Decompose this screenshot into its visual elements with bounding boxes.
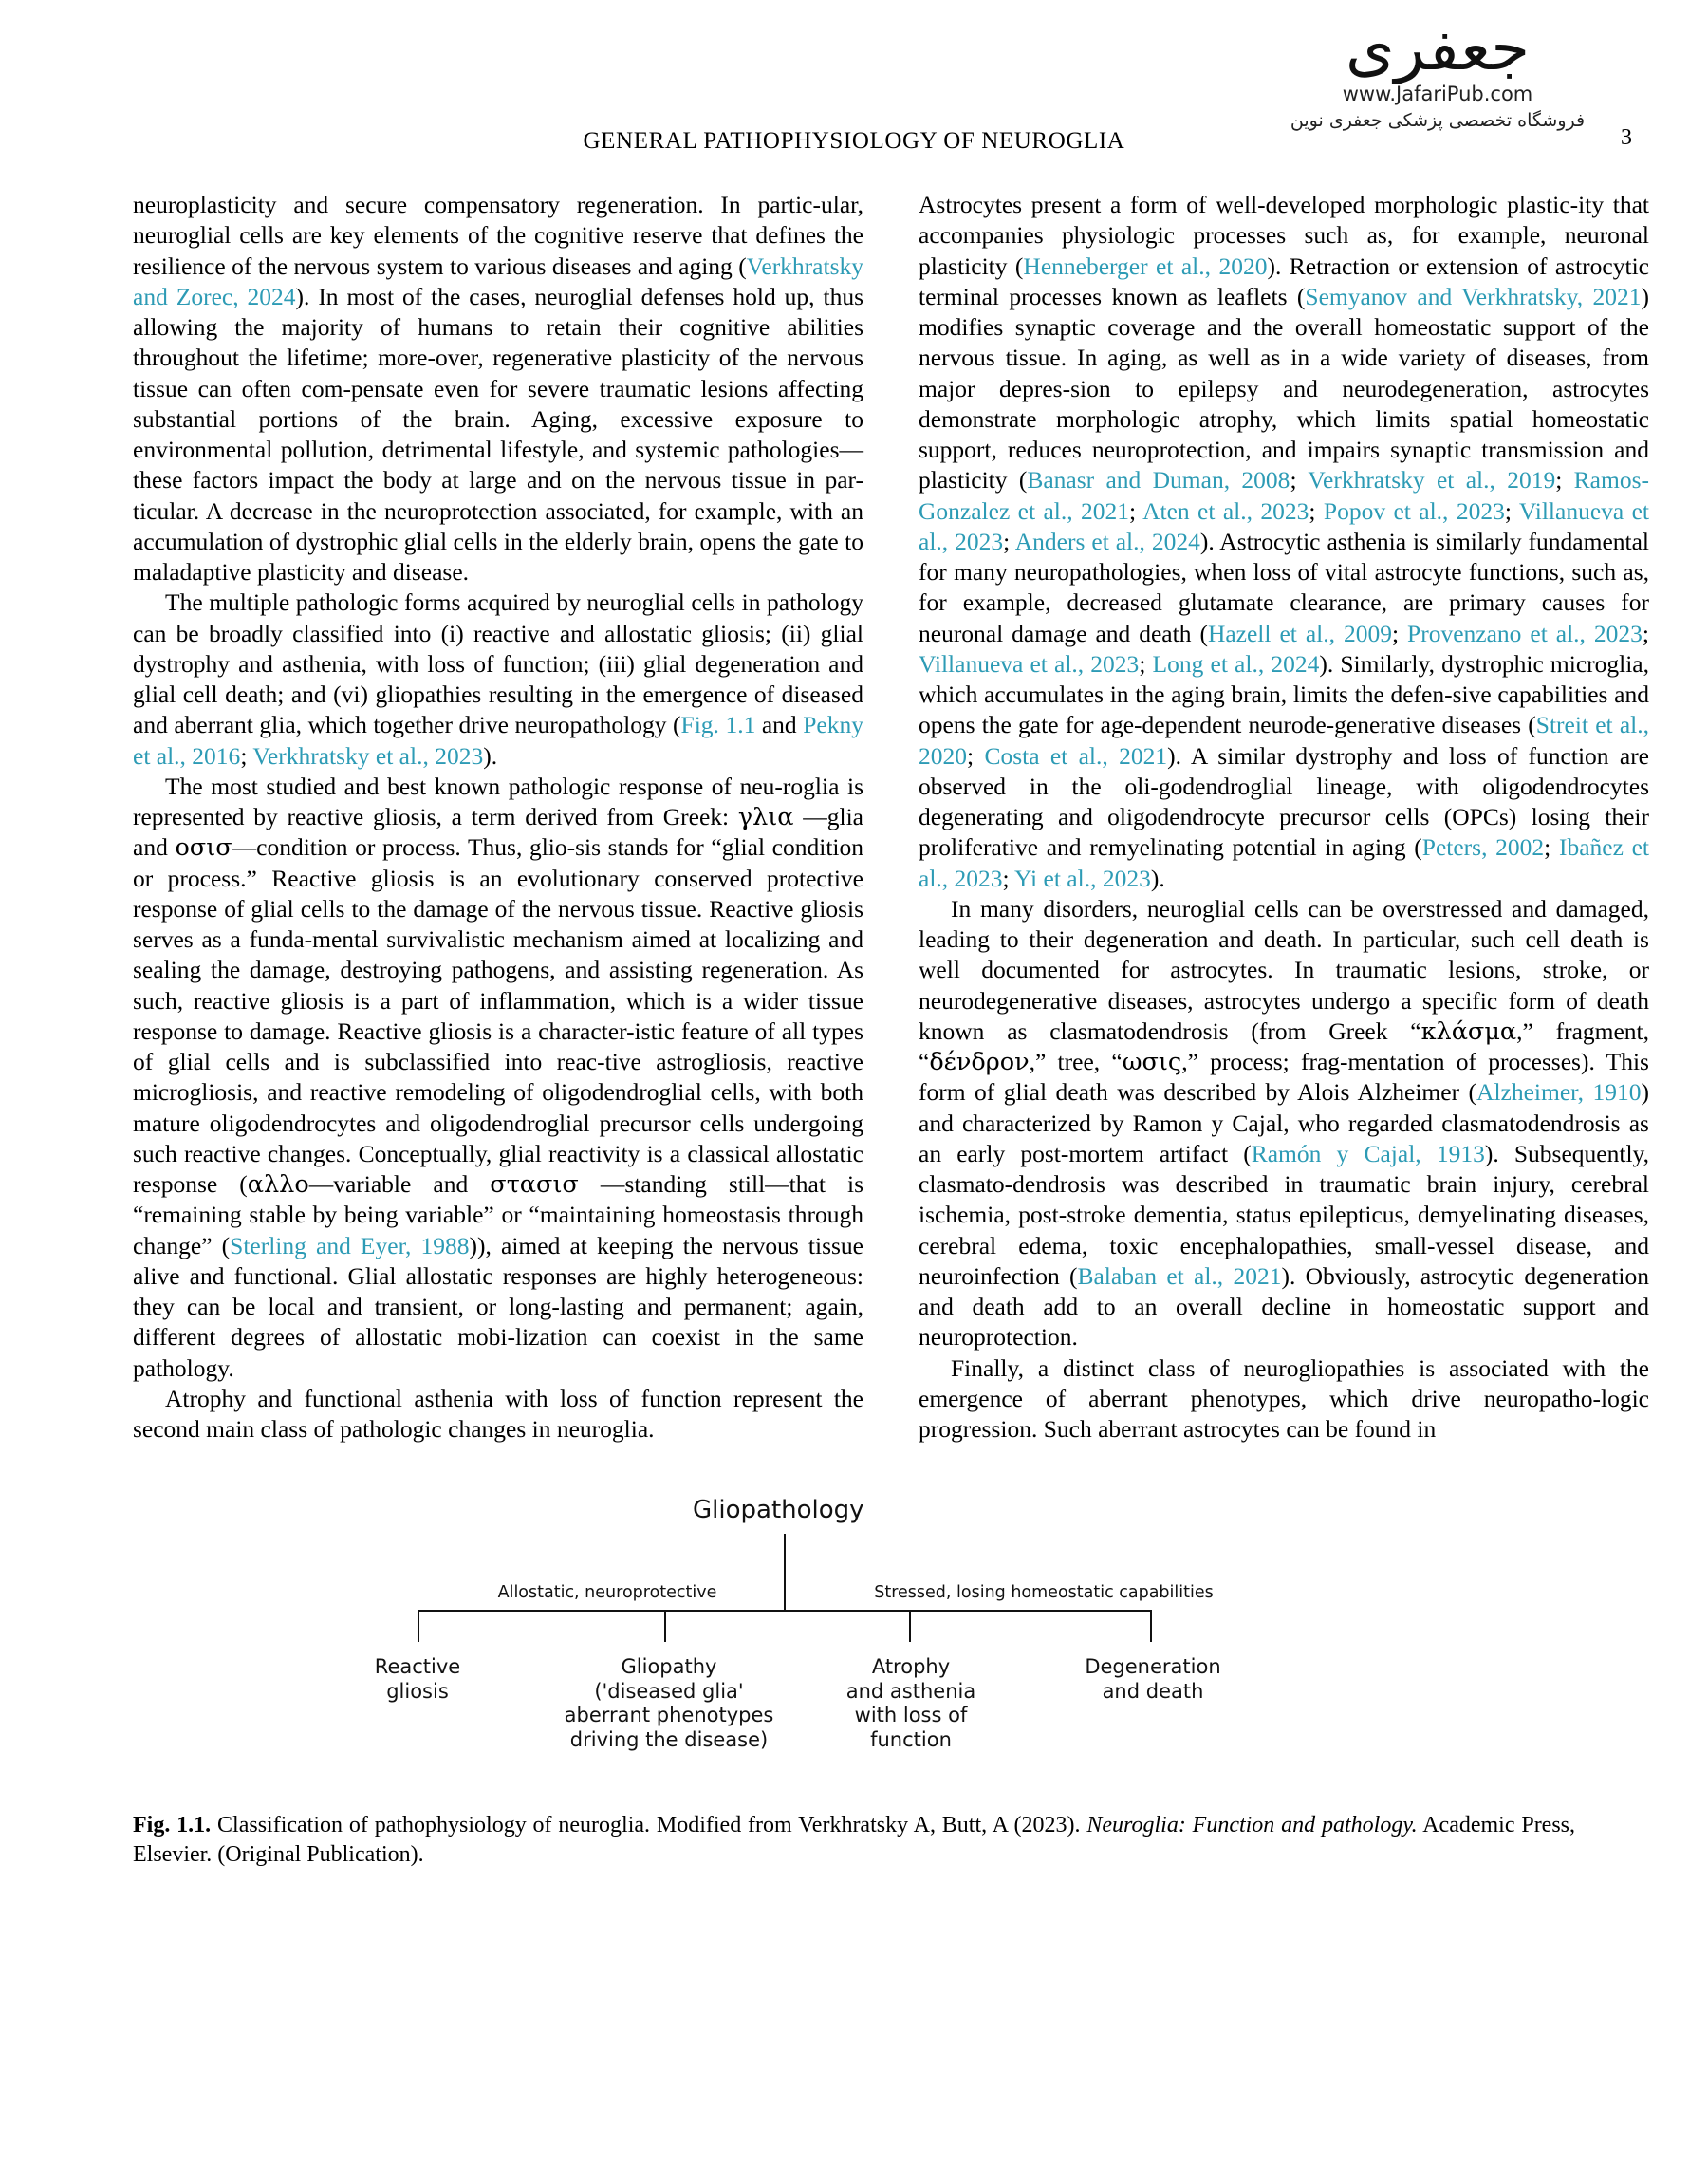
page-number: 3 (1621, 125, 1632, 150)
figure-1-1 (0, 1488, 1708, 1773)
text-run: ; (1391, 619, 1408, 647)
text-run: ; (1290, 466, 1309, 494)
leaf-gliopathy (541, 1655, 797, 1752)
leaf-atrophy (807, 1655, 1015, 1752)
text-run: and (755, 711, 804, 739)
figure-caption-text-1: Classification of pathophysiology of neuroglia. Modified from Verkhratsky A, Butt, A (2023). (211, 1813, 1087, 1838)
citation-link[interactable]: Ramón y Cajal, 1913 (1251, 1139, 1485, 1167)
citation-link[interactable]: Banasr and Duman, 2008 (1027, 466, 1290, 494)
text-run: neuroplasticity and secure compensatory regeneration. In partic-ular, neuroglial cells are key elements of the cognitive reserve that defines the resilience of the nervous system to various diseases and aging ( (133, 191, 863, 280)
citation-link[interactable]: Alzheimer, 1910 (1476, 1078, 1642, 1107)
diagram-drop-2 (664, 1610, 666, 1642)
diagram-main-bar (418, 1610, 1150, 1612)
leaf-line: Reactive (374, 1655, 461, 1679)
leaf-line: ('diseased glia' (594, 1679, 744, 1703)
greek-term: γλια (737, 803, 794, 831)
citation-link[interactable]: Streit et al., 2020 (919, 711, 1649, 770)
text-run: ; (1003, 527, 1015, 555)
paragraph (133, 587, 863, 772)
citation-link[interactable]: Ibañez et al., 2023 (919, 833, 1649, 892)
greek-term: κλάσμα (1420, 1016, 1517, 1046)
watermark-logo-icon: جعفری (1345, 11, 1531, 84)
figure-caption (133, 1811, 1575, 1870)
page-header (0, 0, 1708, 190)
diagram-drop-3 (909, 1610, 911, 1642)
citation-link[interactable]: Semyanov and Verkhratsky, 2021 (1305, 282, 1642, 310)
paragraph (133, 772, 863, 1384)
text-run: ). A similar dystrophy and loss of function are observed in the oli-godendroglial lineage, with oligodendrocytes degenerating and oligodendrocyte precursor cells (OPCs) losing their proliferative and remyelinating potential in aging ( (919, 741, 1649, 862)
text-run: ,” fragment, “ (919, 1016, 1650, 1075)
text-run: ). Retraction or extension of astrocytic terminal processes known as leaflets ( (919, 252, 1649, 310)
running-head: GENERAL PATHOPHYSIOLOGY OF NEUROGLIA (583, 128, 1125, 154)
text-run: Atrophy and functional asthenia with loss of function represent the second main class of pathologic changes in neuroglia. (133, 1384, 863, 1443)
citation-link[interactable]: Popov et al., 2023 (1323, 496, 1505, 525)
text-run: ; (1139, 649, 1153, 678)
greek-term: δένδρον (929, 1048, 1030, 1076)
leaf-line: gliosis (386, 1679, 449, 1703)
leaf-line: driving the disease) (569, 1728, 769, 1752)
diagram-drop-1 (418, 1610, 419, 1642)
watermark-site-url: www.JafariPub.com (1342, 83, 1533, 105)
text-run: ). (483, 741, 498, 770)
text-run: )), aimed at keeping the nervous tissue alive and functional. Glial allostatic responses are highly heterogeneous: they can be local and transient, or long-lasting and permanent; again, different degrees of allostatic mobi-lization can coexist in the same pathology. (133, 1231, 863, 1382)
paragraph (919, 894, 1649, 1353)
greek-term: ωσις (1122, 1048, 1182, 1076)
figure-caption-booktitle: Neuroglia: Function and pathology. (1086, 1813, 1418, 1838)
branch-label-right: Stressed, losing homeostatic capabilities (874, 1583, 1214, 1603)
citation-link[interactable]: Villanueva et al., 2023 (919, 496, 1649, 555)
text-run: ). Subsequently, clasmato-dendrosis was described in traumatic brain injury, cerebral ischemia, post-stroke dementia, status epilepticus, demyelinating diseases, cerebral edema, toxic encephalopathies, small-vessel disease, and neuroinfection ( (919, 1139, 1650, 1290)
greek-term: στασισ (490, 1170, 579, 1199)
leaf-degeneration (1034, 1655, 1272, 1704)
paragraph (919, 190, 1649, 894)
text-run: ; (240, 741, 253, 770)
leaf-reactive-gliosis (313, 1655, 522, 1704)
citation-link[interactable]: Yi et al., 2023 (1014, 864, 1151, 892)
citation-link[interactable]: Balaban et al., 2021 (1077, 1261, 1282, 1290)
text-run: ; (1504, 496, 1519, 525)
text-run: ; (1642, 619, 1649, 647)
text-run: ). Astrocytic asthenia is similarly fundamental for many neuropathologies, when loss of vital astrocyte functions, such as, for example, decreased glutamate clearance, are primary causes for neuronal damage and death ( (919, 527, 1649, 647)
branch-label-left: Allostatic, neuroprotective (497, 1583, 717, 1603)
text-run: ; (1129, 496, 1143, 525)
text-run: ). Similarly, dystrophic microglia, which accumulates in the aging brain, limits the defen-sive capabilities and opens the gate for age-dependent neurode-generative diseases ( (919, 649, 1649, 739)
text-run: ) and characterized by Ramon y Cajal, who regarded clasmatodendrosis as an early post-mortem artifact ( (919, 1078, 1649, 1167)
text-run: In many disorders, neuroglial cells can be overstressed and damaged, leading to their degeneration and death. In particular, such cell death is well documented for astrocytes. In traumatic lesions, stroke, or neurodegenerative diseases, astrocytes undergo a specific form of death known as clasmatodendrosis (from Greek “ (919, 894, 1649, 1045)
figure-caption-text-2: Academic Press, Elsevier. (Original Publication). (133, 1813, 1576, 1868)
text-run: ). (1150, 864, 1165, 892)
citation-link[interactable]: Hazell et al., 2009 (1207, 619, 1392, 647)
greek-term: αλλο (247, 1170, 309, 1199)
text-run: ). Obviously, astrocytic degeneration and death add to an overall decline in homeostatic support and neuroprotection. (919, 1261, 1649, 1352)
paragraph (133, 1384, 863, 1445)
citation-link[interactable]: Villanueva et al., 2023 (919, 649, 1140, 678)
citation-link[interactable]: Verkhratsky and Zorec, 2024 (133, 252, 863, 310)
text-run: —condition or process. Thus, glio-sis stands for “glial condition or process.” Reactive gliosis is an evolutionary conserved protective response of glial cells to the damage of the nervous tissue. Reactive gliosis serves as a funda-mental survivalistic mechanism aimed at localizing and sealing the damage, destroying pathogens, and assisting regeneration. As such, reactive gliosis is a part of inflammation, which is a wider tissue response to damage. Reactive gliosis is a character-istic feature of all types of glial cells and is subclassified into reac-tive astrogliosis, reactive microgliosis, and reactive remodeling of oligodendroglial cells, with both mature oligodendrocytes and oligodendroglial precursor cells undergoing such reactive changes. Conceptually, glial reactivity is a classical allostatic response ( (133, 833, 863, 1198)
leaf-line: Atrophy (871, 1655, 951, 1679)
paragraph (133, 190, 863, 587)
right-text-column (919, 190, 1649, 1445)
citation-link[interactable]: Fig. 1.1 (680, 711, 756, 739)
figure-caption-label: Fig. 1.1. (133, 1813, 212, 1838)
text-run: —glia and (133, 803, 863, 862)
watermark-tagline: فروشگاه تخصصی پزشکی جعفری نوین (1290, 110, 1586, 132)
text-run: ) modifies synaptic coverage and the overall homeostatic support of the nervous tissue. In aging, as well as in a wide variety of diseases, from major depres-sion to epilepsy and neurodegeneration, astrocytes demonstrate morphologic atrophy, which limits spatial homeostatic support, reduces neuroprotection, and impairs synaptic transmission and plasticity ( (919, 282, 1649, 494)
citation-link[interactable]: Verkhratsky et al., 2019 (1308, 466, 1556, 494)
text-run: The most studied and best known pathologic response of neu-roglia is represented by reactive gliosis, a term derived from Greek: (133, 772, 863, 830)
citation-link[interactable]: Anders et al., 2024 (1014, 527, 1200, 555)
leaf-line: and death (1102, 1679, 1204, 1703)
left-text-column (133, 190, 863, 1445)
citation-link[interactable]: Sterling and Eyer, 1988 (230, 1231, 470, 1259)
text-run: ; (1544, 833, 1559, 862)
leaf-line: Gliopathy (621, 1655, 717, 1679)
text-run: Astrocytes present a form of well-developed morphologic plastic-ity that accompanies physiologic processes such as, for example, neuronal plasticity ( (919, 191, 1649, 280)
text-run: ). In most of the cases, neuroglial defenses hold up, thus allowing the majority of humans to retain their cognitive abilities throughout the lifetime; more-over, regenerative plasticity of the nervous tissue can often com-pensate even for severe traumatic lesions affecting substantial portions of the brain. Aging, excessive exposure to environmental pollution, detrimental lifestyle, and systemic pathologies—these factors impact the body at large and on the nervous tissue in par-ticular. A decrease in the neuroprotection associated, for example, with an accumulation of dystrophic glial cells in the elderly brain, opens the gate to maladaptive plasticity and disease. (133, 282, 863, 586)
diagram-drop-4 (1150, 1610, 1152, 1642)
leaf-line: with loss of (854, 1704, 968, 1727)
text-run: ; (1002, 864, 1015, 892)
text-run: ; (1309, 496, 1324, 525)
citation-link[interactable]: Costa et al., 2021 (984, 741, 1168, 770)
leaf-line: Degeneration (1085, 1655, 1221, 1679)
citation-link[interactable]: Provenzano et al., 2023 (1407, 619, 1643, 647)
text-run: —variable and (308, 1170, 491, 1198)
paragraph (919, 1353, 1649, 1445)
figure-diagram (133, 1488, 1575, 1773)
greek-term: οσισ (175, 833, 232, 863)
citation-link[interactable]: Pekny et al., 2016 (133, 711, 863, 770)
text-run: ,” tree, “ (1029, 1048, 1123, 1075)
leaf-line: function (870, 1728, 952, 1752)
figure-title: Gliopathology (693, 1496, 864, 1525)
text-run: ; (967, 741, 985, 770)
citation-link[interactable]: Aten et al., 2023 (1142, 496, 1309, 525)
text-run: ,” process; frag-mentation of processes). This form of glial death was described by Alois Alzheimer ( (919, 1048, 1649, 1107)
citation-link[interactable]: Peters, 2002 (1421, 833, 1545, 862)
text-run: The multiple pathologic forms acquired by neuroglial cells in pathology can be broadly classified into (i) reactive and allostatic gliosis; (ii) glial dystrophy and asthenia, with loss of function; (iii) glial degeneration and glial cell death; and (vi) gliopathies resulting in the emergence of diseased and aberrant glia, which together drive neuropathology ( (133, 588, 863, 739)
citation-link[interactable]: Long et al., 2024 (1152, 649, 1320, 678)
text-run: —standing still—that is “remaining stable by being variable” or “maintaining homeostasis through change” ( (133, 1170, 863, 1259)
leaf-line: and asthenia (845, 1679, 976, 1703)
leaf-line: aberrant phenotypes (564, 1704, 774, 1727)
citation-link[interactable]: Henneberger et al., 2020 (1023, 252, 1268, 280)
body-columns (0, 190, 1708, 1445)
text-run: Finally, a distinct class of neurogliopathies is associated with the emergence of aberrant phenotypes, which drive neuropatho-logic progression. Such aberrant astrocytes can be found in (919, 1353, 1649, 1443)
citation-link[interactable]: Verkhratsky et al., 2023 (252, 741, 484, 770)
citation-link[interactable]: Ramos-Gonzalez et al., 2021 (919, 466, 1649, 525)
text-run: ; (1555, 466, 1574, 494)
publisher-watermark (1281, 11, 1594, 132)
